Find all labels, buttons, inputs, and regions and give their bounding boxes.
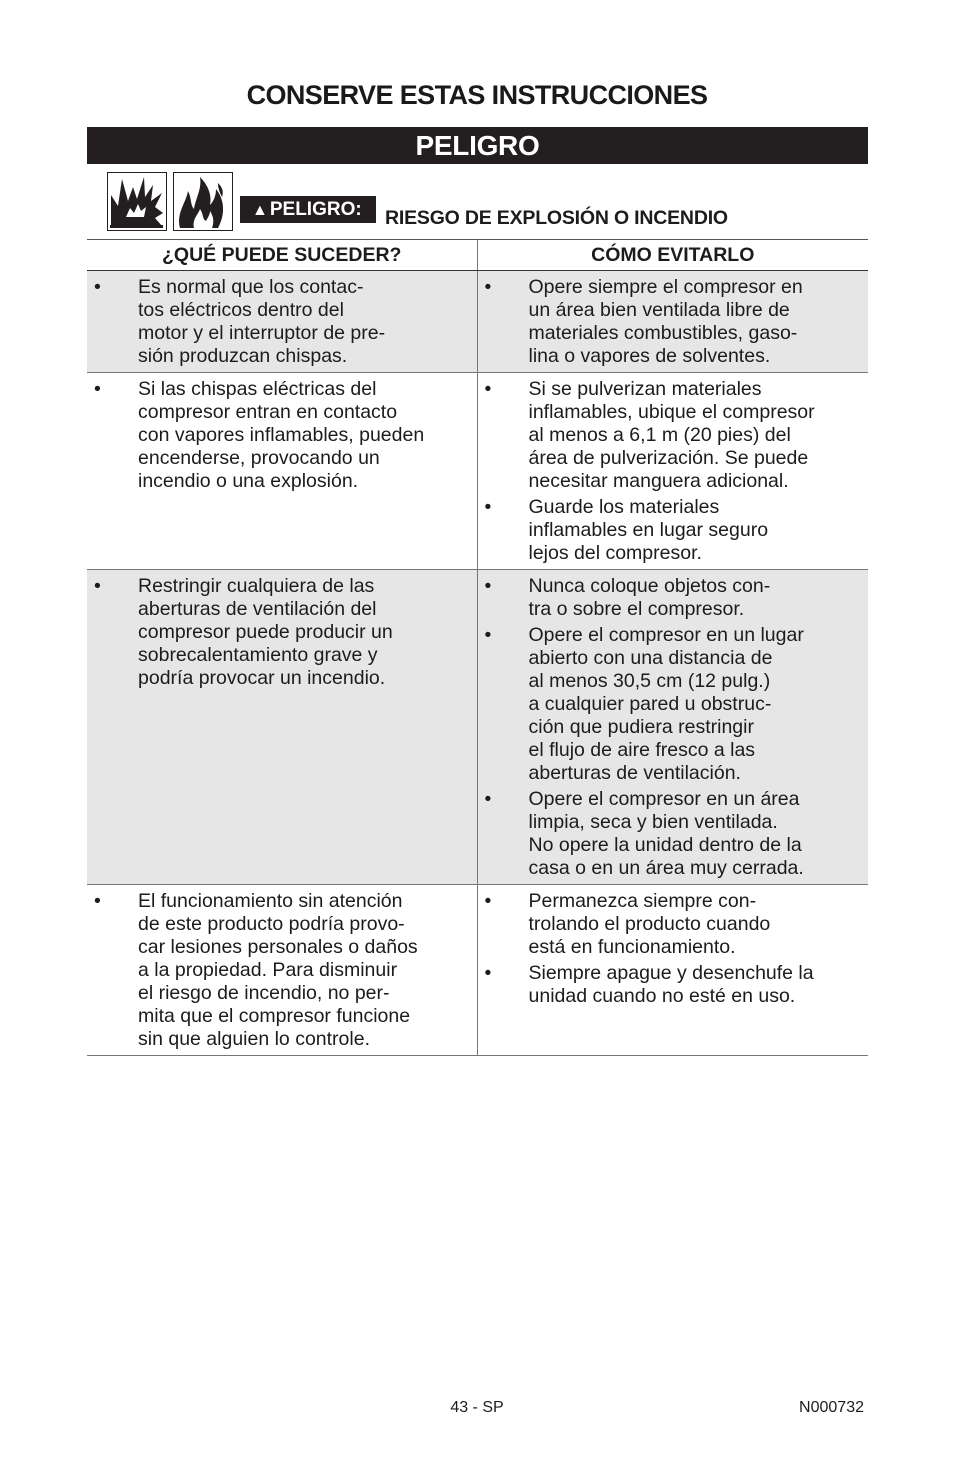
table-row	[87, 373, 868, 570]
item-text-line: Siempre apague y desenchufe la	[528, 962, 814, 984]
bullet-list	[87, 575, 477, 690]
column-header-what-can-happen: ¿QUÉ PUEDE SUCEDER?	[87, 240, 477, 271]
cell-what-can-happen	[87, 373, 477, 570]
item-text-line: Restringir cualquiera de las	[138, 575, 375, 597]
item-text-line: compresor entran en contacto	[138, 401, 398, 423]
item-text-line: Opere el compresor en un lugar	[528, 624, 804, 646]
table-row	[87, 271, 868, 373]
list-item	[478, 962, 869, 1008]
bullet-list	[478, 890, 869, 1008]
bullet-list	[87, 890, 477, 1051]
bullet-icon: •	[94, 276, 101, 298]
item-text-line: abierto con una distancia de	[528, 647, 773, 669]
item-text-line: sin que alguien lo controle.	[138, 1028, 370, 1050]
cell-how-to-avoid	[477, 885, 868, 1056]
bullet-icon: •	[484, 378, 492, 400]
item-text-line: unidad cuando no esté en uso.	[528, 985, 796, 1007]
cell-how-to-avoid	[477, 271, 868, 373]
list-item	[478, 890, 869, 959]
column-header-how-to-avoid: CÓMO EVITARLO	[477, 240, 868, 271]
cell-how-to-avoid	[477, 570, 868, 885]
item-text-line: lina o vapores de solventes.	[528, 345, 771, 367]
list-item	[478, 276, 869, 368]
item-text-line: área de pulverización. Se puede	[528, 447, 809, 469]
bullet-icon: •	[484, 624, 492, 646]
page-number: 43 - SP	[450, 1399, 504, 1416]
item-text-line: está en funcionamiento.	[528, 936, 736, 958]
item-text-line: a la propiedad. Para disminuir	[138, 959, 398, 981]
table-row	[87, 570, 868, 885]
item-text-line: Si las chispas eléctricas del	[138, 378, 377, 400]
item-text-line: el flujo de aire fresco a las	[528, 739, 756, 761]
bullet-list	[478, 575, 869, 880]
document-code: N000732	[799, 1399, 864, 1416]
item-text-line: Opere siempre el compresor en	[528, 276, 803, 298]
cell-what-can-happen	[87, 271, 477, 373]
item-text-line: materiales combustibles, gaso-	[528, 322, 798, 344]
bullet-icon: •	[484, 575, 492, 597]
explosion-icon	[107, 172, 167, 231]
bullet-icon: •	[484, 788, 492, 810]
item-text-line: a cualquier pared u obstruc-	[528, 693, 772, 715]
hazard-title: RIESGO DE EXPLOSIÓN O INCENDIO	[385, 207, 728, 229]
item-text-line: tos eléctricos dentro del	[138, 299, 344, 321]
item-text-line: Si se pulverizan materiales	[528, 378, 762, 400]
item-text-line: al menos a 6,1 m (20 pies) del	[528, 424, 791, 446]
bullet-icon: •	[484, 890, 492, 912]
bullet-icon: •	[484, 276, 492, 298]
item-text-line: un área bien ventilada libre de	[528, 299, 790, 321]
item-text-line: El funcionamiento sin atención	[138, 890, 403, 912]
item-text-line: necesitar manguera adicional.	[528, 470, 789, 492]
list-item	[87, 276, 477, 368]
bullet-icon: •	[484, 496, 492, 518]
item-text-line: podría provocar un incendio.	[138, 667, 386, 689]
list-item	[478, 624, 869, 785]
list-item	[87, 378, 477, 493]
item-text-line: al menos 30,5 cm (12 pulg.)	[528, 670, 771, 692]
item-text-line: inflamables en lugar seguro	[528, 519, 769, 541]
item-text-line: lejos del compresor.	[528, 542, 702, 564]
table-row	[87, 885, 868, 1056]
item-text-line: mita que el compresor funcione	[138, 1005, 411, 1027]
table-header-row	[87, 240, 868, 271]
item-text-line: Permanezca siempre con-	[528, 890, 757, 912]
danger-banner: PELIGRO	[87, 127, 868, 164]
item-text-line: inflamables, ubique el compresor	[528, 401, 815, 423]
cell-how-to-avoid	[477, 373, 868, 570]
bullet-icon: •	[94, 378, 101, 400]
list-item	[87, 890, 477, 1051]
item-text-line: motor y el interruptor de pre-	[138, 322, 386, 344]
warning-triangle-icon: ▲	[252, 202, 268, 219]
bullet-icon: •	[94, 890, 101, 912]
item-text-line: No opere la unidad dentro de la	[528, 834, 802, 856]
item-text-line: sobrecalentamiento grave y	[138, 644, 378, 666]
item-text-line: incendio o una explosión.	[138, 470, 359, 492]
list-item	[478, 575, 869, 621]
table-body	[87, 271, 868, 1056]
bullet-icon: •	[484, 962, 492, 984]
bullet-list	[478, 378, 869, 565]
item-text-line: Opere el compresor en un área	[528, 788, 800, 810]
item-text-line: compresor puede producir un	[138, 621, 393, 643]
item-text-line: trolando el producto cuando	[528, 913, 771, 935]
bullet-list	[87, 276, 477, 368]
bullet-list	[87, 378, 477, 493]
cell-what-can-happen	[87, 885, 477, 1056]
bullet-list	[478, 276, 869, 368]
item-text-line: tra o sobre el compresor.	[528, 598, 745, 620]
danger-signal-word	[240, 196, 376, 223]
item-text-line: car lesiones personales o daños	[138, 936, 418, 958]
signal-word: PELIGRO:	[269, 199, 362, 220]
item-text-line: casa o en un área muy cerrada.	[528, 857, 804, 879]
item-text-line: el riesgo de incendio, no per-	[138, 982, 390, 1004]
list-item	[87, 575, 477, 690]
list-item	[478, 378, 869, 493]
item-text-line: de este producto podría provo-	[138, 913, 405, 935]
item-text-line: con vapores inflamables, pueden	[138, 424, 425, 446]
item-text-line: Guarde los materiales	[528, 496, 720, 518]
item-text-line: aberturas de ventilación.	[528, 762, 741, 784]
item-text-line: Nunca coloque objetos con-	[528, 575, 771, 597]
hazard-table	[87, 239, 868, 1056]
page-title: CONSERVE ESTAS INSTRUCCIONES	[246, 80, 708, 110]
item-text-line: aberturas de ventilación del	[138, 598, 377, 620]
item-text-line: Es normal que los contac-	[138, 276, 364, 298]
cell-what-can-happen	[87, 570, 477, 885]
list-item	[478, 788, 869, 880]
bullet-icon: •	[94, 575, 101, 597]
item-text-line: ción que pudiera restringir	[528, 716, 754, 738]
fire-icon	[173, 172, 233, 231]
item-text-line: sión produzcan chispas.	[138, 345, 348, 367]
item-text-line: encenderse, provocando un	[138, 447, 380, 469]
list-item	[478, 496, 869, 565]
item-text-line: limpia, seca y bien ventilada.	[528, 811, 778, 833]
